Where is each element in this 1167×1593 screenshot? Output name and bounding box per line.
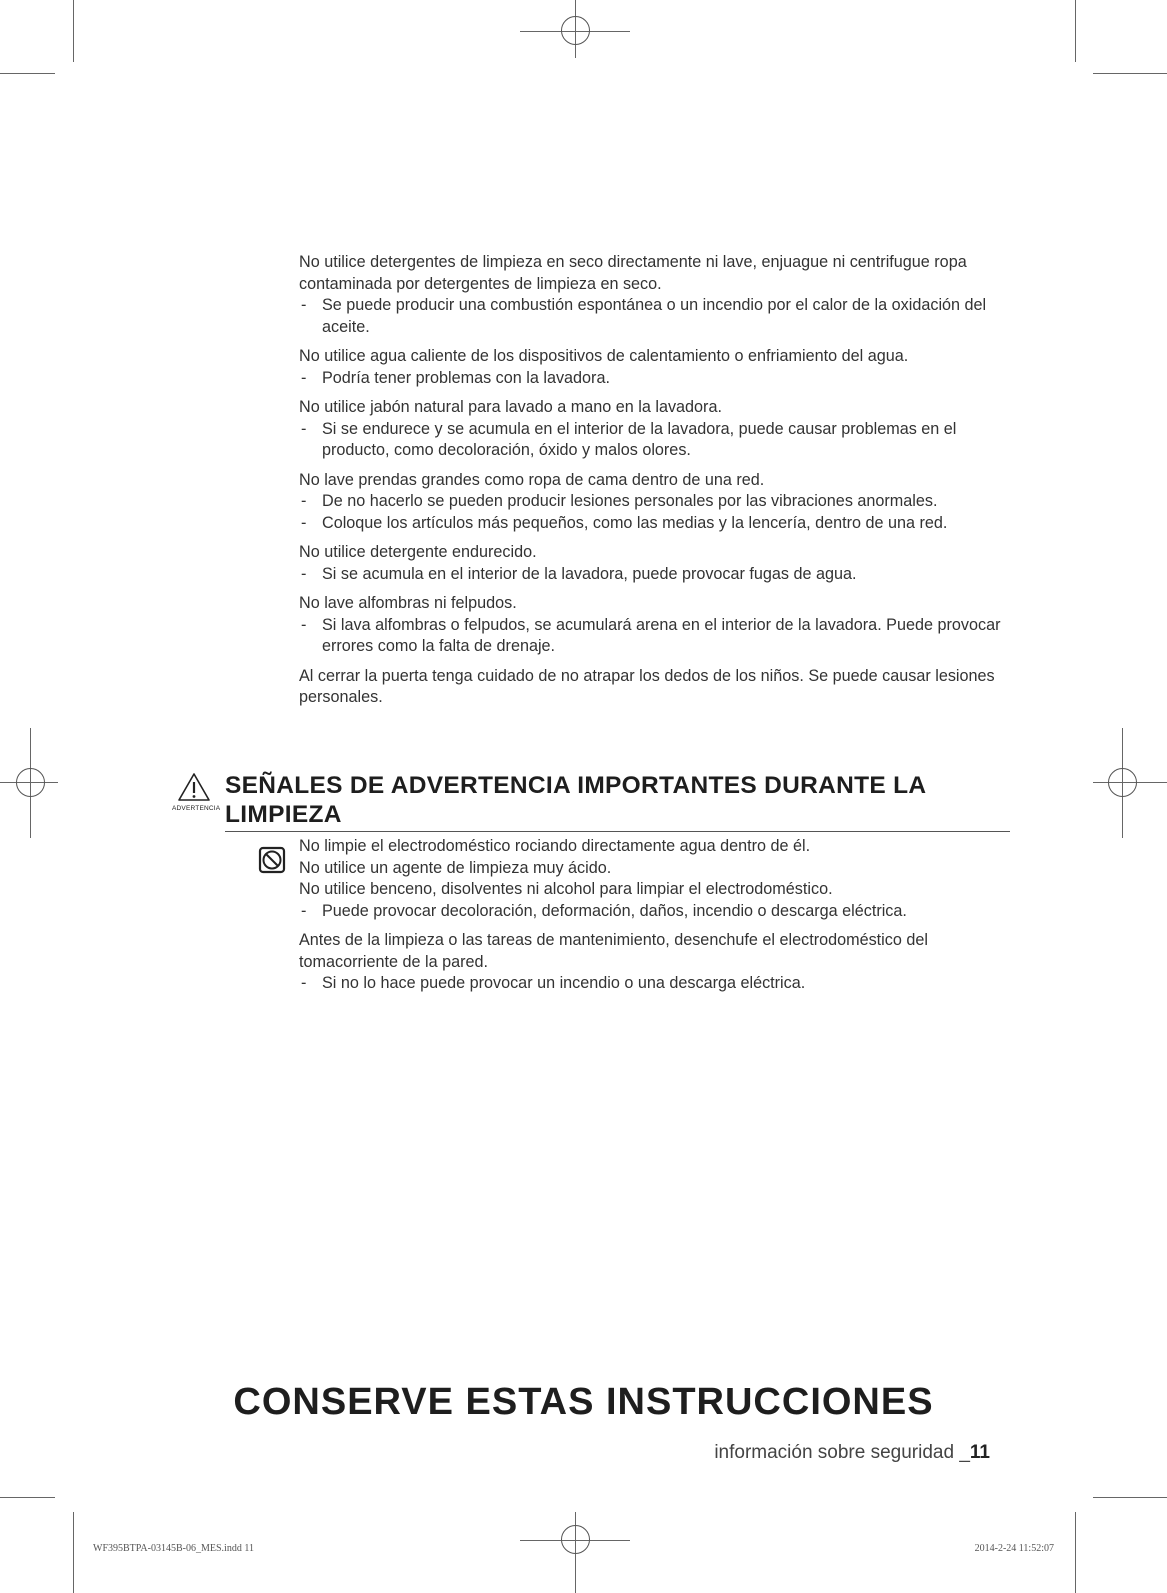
instruction-text: No lave prendas grandes como ropa de cama dentro de una red. bbox=[299, 470, 765, 489]
instruction-text: No utilice agua caliente de los dispositivos de calentamiento o enfriamiento del agua. bbox=[299, 347, 909, 365]
instruction-block bbox=[299, 593, 1011, 658]
warning-text: Antes de la limpieza o las tareas de mantenimiento, desenchufe el electrodoméstico del tomacorriente de la pared. bbox=[299, 931, 928, 971]
instruction-text: No utilice jabón natural para lavado a mano en la lavadora. bbox=[299, 398, 722, 416]
instruction-subitem: - Podría tener problemas con la lavadora. bbox=[299, 368, 1011, 390]
instruction-text: No utilice detergente endurecido. bbox=[299, 543, 537, 561]
warning-text: No limpie el electrodoméstico rociando directamente agua dentro de él. bbox=[299, 837, 811, 855]
cleaning-warnings-list bbox=[299, 836, 1011, 1003]
instruction-subitem: - Se puede producir una combustión espontánea o un incendio por el calor de la oxidación del aceite. bbox=[299, 295, 1011, 338]
instruction-block bbox=[299, 346, 1011, 389]
instruction-block bbox=[299, 397, 1011, 462]
section-title bbox=[225, 771, 926, 829]
instruction-subitem: - Si se acumula en el interior de la lavadora, puede provocar fugas de agua. bbox=[299, 564, 1011, 586]
heading-divider bbox=[225, 831, 1010, 832]
section-title-line1: SEÑALES DE ADVERTENCIA IMPORTANTES DURANTE LA bbox=[225, 772, 927, 799]
warning-subitem: - Puede provocar decoloración, deformación, daños, incendio o descarga eléctrica. bbox=[299, 901, 1011, 923]
instruction-block bbox=[299, 542, 1011, 585]
warning-block bbox=[299, 836, 1011, 922]
warning-text: No utilice un agente de limpieza muy ácido. bbox=[299, 858, 612, 877]
instruction-block bbox=[299, 252, 1011, 338]
instruction-block bbox=[299, 470, 1011, 535]
warning-subitem: - Si no lo hace puede provocar un incendio o una descarga eléctrica. bbox=[299, 973, 1011, 995]
conserve-instructions: CONSERVE ESTAS INSTRUCCIONES bbox=[233, 1381, 934, 1423]
footer-label: información sobre seguridad _ bbox=[714, 1442, 970, 1463]
section-title-line2: LIMPIEZA bbox=[225, 801, 342, 828]
instruction-text: No lave alfombras ni felpudos. bbox=[299, 594, 517, 612]
instruction-text: Al cerrar la puerta tenga cuidado de no atrapar los dedos de los niños. Se puede causar lesiones personales. bbox=[299, 666, 995, 706]
instruction-subitem: - Coloque los artículos más pequeños, como las medias y la lencería, dentro de una red. bbox=[299, 513, 1011, 535]
prohibition-icon bbox=[258, 846, 286, 874]
instruction-text: No utilice detergentes de limpieza en seco directamente ni lave, enjuague ni centrifugue ropa contaminada por detergentes de limpieza en seco. bbox=[299, 253, 967, 293]
instruction-subitem: - De no hacerlo se pueden producir lesiones personales por las vibraciones anormales. bbox=[299, 491, 1011, 513]
warning-text: No utilice benceno, disolventes ni alcohol para limpiar el electrodoméstico. bbox=[299, 880, 833, 898]
page-footer bbox=[714, 1442, 990, 1464]
warning-triangle-icon bbox=[176, 771, 212, 803]
instruction-subitem: - Si se endurece y se acumula en el interior de la lavadora, puede causar problemas en el producto, como decoloración, óxido y malos olores. bbox=[299, 419, 1011, 462]
warning-block bbox=[299, 930, 1011, 995]
warning-label: ADVERTENCIA bbox=[172, 805, 221, 812]
print-slug-date: 2014-2-24 11:52:07 bbox=[974, 1543, 1054, 1554]
safety-instructions-list bbox=[299, 252, 1011, 717]
page-number: 11 bbox=[969, 1442, 990, 1463]
instruction-subitem: - Si lava alfombras o felpudos, se acumulará arena en el interior de la lavadora. Puede provocar errores como la falta de drenaje. bbox=[299, 615, 1011, 658]
instruction-block bbox=[299, 666, 1011, 709]
print-slug-file: WF395BTPA-03145B-06_MES.indd 11 bbox=[93, 1543, 254, 1554]
